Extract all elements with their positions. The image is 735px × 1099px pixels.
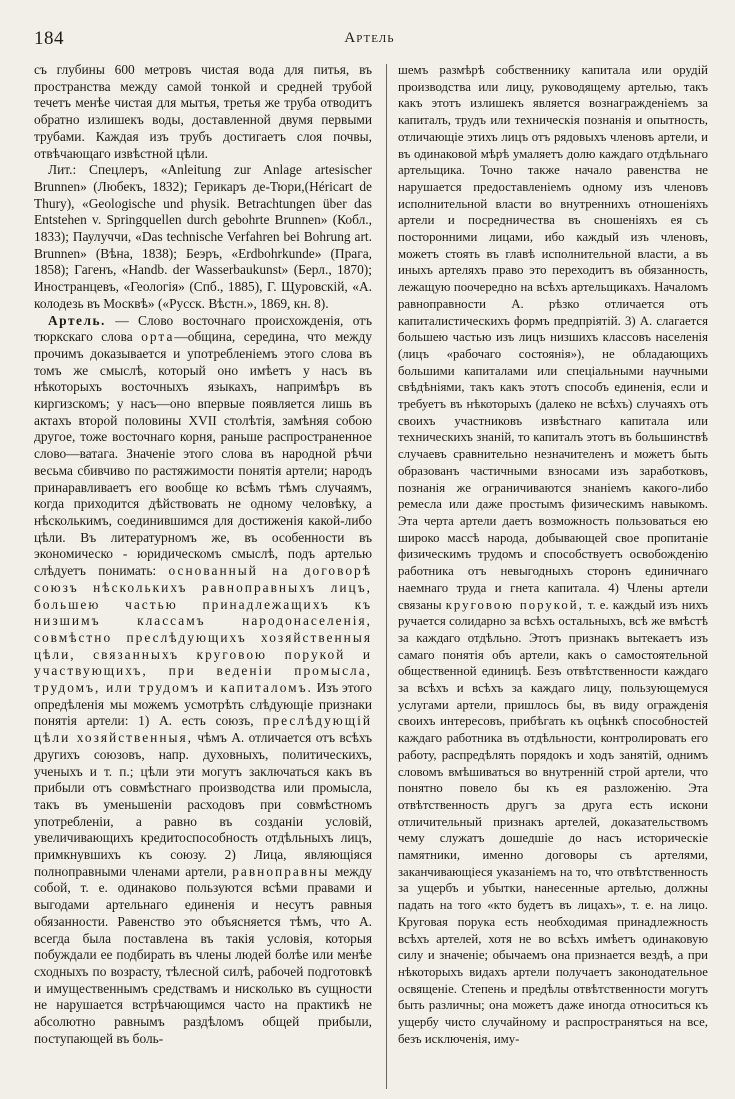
paragraph-continued	[398, 62, 708, 1047]
entry-text-a: — Слово восточнаго происхожденія, отъ тюркскаго слова	[34, 312, 372, 345]
entry-goal: преслѣдующій цѣли хозяйственныя,	[34, 713, 372, 746]
entry-text-b: —община, середина, что между прочимъ доказывается и употребленіемъ этого слова въ томъ же смыслѣ, который оно имѣетъ у насъ въ нѣкоторыхъ восточныхъ языкахъ, напримѣръ въ киргизскомъ; у насъ—оно впервые появляется лишь въ актахъ второй половины XVII столѣтія, замѣняя собою другое, тоже восточнаго корня, раньше распространенное слово—ватага. Значеніе этого слова въ народной рѣчи весьма сбивчиво по растяжимости понятія артели; народъ принаравливаетъ его вообще ко всѣмъ тѣмъ случаямъ, когда приходится дѣйствовать не одному человѣку, а нѣсколькимъ, соединившимся для достиженія какой-либо цѣли. Въ литературномъ же, въ особенности въ экономическо - юридическомъ смыслѣ, подъ артелью слѣдуетъ понимать:	[34, 329, 373, 579]
right-column	[398, 62, 708, 1047]
headword: Артель.	[48, 312, 106, 328]
entry-text-c: Изъ этого опредѣленія мы можемъ усмотрѣть слѣдующіе признаки понятія артели: 1) А. есть союзъ,	[34, 680, 372, 729]
paragraph-artel-entry	[34, 313, 372, 1048]
paragraph-water: съ глубины 600 метровъ чистая вода для питья, въ пространства между самой тонкой и средней трубой течетъ менѣе чистая для мытья, третья же труба отводитъ обратно излишекъ воды, доставленной двумя первыми трубами. Каждая изъ трубъ достигаетъ слоя почвы, отвѣчающаго извѣстной цѣли.	[34, 62, 372, 161]
column-divider	[386, 64, 387, 1089]
continued-bond: круговою порукой,	[445, 597, 584, 612]
entry-term-orta: орта	[141, 329, 175, 345]
page-header	[34, 28, 705, 50]
entry-equal: равноправны	[232, 863, 330, 879]
running-head: Артель	[344, 30, 395, 46]
page-number: 184	[34, 28, 64, 49]
entry-text-e: между собой, т. е. одинаково пользуются всѣми правами и выгодами артельнаго единенія и несутъ равныя обязанности. Равенство это объясняется тѣмъ, что А. всегда была поставлена въ такія условія, которыя побуждали ее подбирать въ члены людей болѣе или менѣе сходныхъ по возрасту, тѣлесной силѣ, рабочей подготовкѣ и имущественнымъ средствамъ и нисколько въ сущности не нарушается встрѣчающимся часто на практикѣ не абсолютно равнымъ раздѣломъ общей прибыли, поступающей въ боль-	[34, 863, 372, 1046]
entry-text-d: чѣмъ А. отличается отъ всѣхъ другихъ союзовъ, напр. духовныхъ, политическихъ, ученыхъ и т. п.; цѣли эти могутъ заключаться какъ въ прибыли отъ совмѣстнаго производства или промысла, такъ въ уменьшеніи расходовъ при совмѣстномъ употребленіи, а равно въ созданіи условій, увеличивающихъ кредитоспособность отдѣльныхъ лицъ, примкнувшихъ къ союзу. 2) Лица, являющіяся полноправными членами артели,	[34, 730, 372, 879]
left-column	[34, 62, 372, 1047]
continued-text-a: шемъ размѣрѣ собственнику капитала или орудій производства или лицу, руководящему артелью, такъ какъ этотъ излишекъ является вознагражденіемъ за капиталъ, трудъ или техническія познанія и опытность, отличающіе этихъ лицъ отъ рядовыхъ членовъ артели, и въ одинаковой мѣрѣ умаляетъ долю каждаго отдѣльнаго артельщика. Точно также начало равенства не нарушается предоставленіемъ одному изъ членовъ исполнительной власти во внутреннихъ отношеніяхъ артели и посредничества въ сношеніяхъ ея съ посторонними лицами, ибо каждый изъ членовъ, можетъ стоять въ главѣ исполнительной власти, а въ иныхъ артеляхъ право это переходитъ въ обязанность, лежащую поочередно на всѣхъ артельщикахъ. Началомъ равноправности А. рѣзко отличается отъ капиталистическихъ формъ предпріятій. 3) А. слагается большею частью изъ лицъ низшихъ классовъ населенія (лицъ «рабочаго состоянія»), не обладающихъ большими капиталами или спеціальными научными свѣдѣніями, такъ какъ этотъ способъ единенія, если и требуетъ въ нѣкоторыхъ (далеко не всѣхъ) случаяхъ отъ своихъ участниковъ извѣстнаго капитала или техническихъ знаній, то капиталъ этотъ въ большинствѣ случаевъ сравнительно незначителенъ и можетъ быть образованъ частичными взносами изъ заработковъ, познанія же ограничиваются знаніемъ какого-либо ремесла или даже простымъ физическимъ навыкомъ. Эта черта артели даетъ возможность пользоваться ею широко массѣ народа, добывающей свое пропитаніе физическимъ трудомъ и способствуетъ освобожденію работника отъ невыгодныхъ сторонъ единичнаго наемнаго труда и гнета капитала. 4) Члены артели связаны	[398, 63, 708, 612]
paragraph-literature: Лит.: Спецлеръ, «Anleitung zur Anlage artesischer Brunnen» (Любекъ, 1832); Герикаръ де-Тюри,(Héricart de Thury), «Geologische und physik. Betrachtungen über das Entstehen v. Springquellen durch gebohrte Brunnen» (Кобл., 1833); Паулуччи, «Das technische Verfahren bei Bohrung art. Brunnen» (Вѣна, 1838); Беэръ, «Erdbohrkunde» (Прага, 1858); Гагенъ, «Handb. der Wasserbaukunst» (Берл., 1870); Иностранцевъ, «Геологія» (Спб., 1885), Г. Щуровскій, «А. колодезь въ Москвѣ» («Русск. Вѣстн.», 1869, кн. 8).	[34, 162, 372, 311]
continued-text-b: т. е. каждый изъ нихъ ручается солидарно за всѣхъ остальныхъ, всѣ же вмѣстѣ за каждаго отдѣльно. Этотъ признакъ вытекаетъ изъ самаго понятія объ артели, какъ о самостоятельной общественной единицѣ. Безъ отвѣтственности каждаго за всѣхъ и всѣхъ за каждаго лицу, пользующемуся услугами артели, пришлось бы, въ виду огражденія своихъ интересовъ, прибѣгать къ оцѣнкѣ способностей каждаго работника въ отдѣльности, контролировать его работу, распредѣлять порядокъ и ходъ занятій, однимъ словомъ вмѣшиваться во внутренній строй артели, что понятно повело бы къ ея разложенію. Эта отвѣтственность другъ за друга есть искони отличительный признакъ артелей, доказательствомъ чему служатъ дошедшіе до насъ историческіе памятники, именно договоры съ артелями, заканчивающіеся указаніемъ на то, что отвѣтственность за ущербъ и убытки, нанесенные артелью, должны падать на того «кто будетъ въ лицахъ», т. е. на лицо. Круговая порука есть необходимая принадлежность всѣхъ артелей, хотя не во всѣхъ имѣетъ одинаковую силу и значеніе; обычаемъ она признается вездѣ, а при нѣкоторыхъ видахъ артели получаетъ законодательное освященіе. Степень и предѣлы отвѣтственности могутъ быть различны; она можетъ даже иногда относиться къ ущербу чисто случайному и распространяться на все, безъ исключенія, иму-	[398, 597, 708, 1046]
entry-definition: основанный на договорѣ союзъ нѣсколькихъ равноправныхъ лицъ, большею частью принадлежащихъ къ низшимъ классамъ народонаселенія, совмѣстно преслѣдующихъ хозяйственныя цѣли, связанныхъ круговою порукой и участвующихъ, при веденіи промысла, трудомъ, или трудомъ и капиталомъ.	[34, 563, 373, 696]
